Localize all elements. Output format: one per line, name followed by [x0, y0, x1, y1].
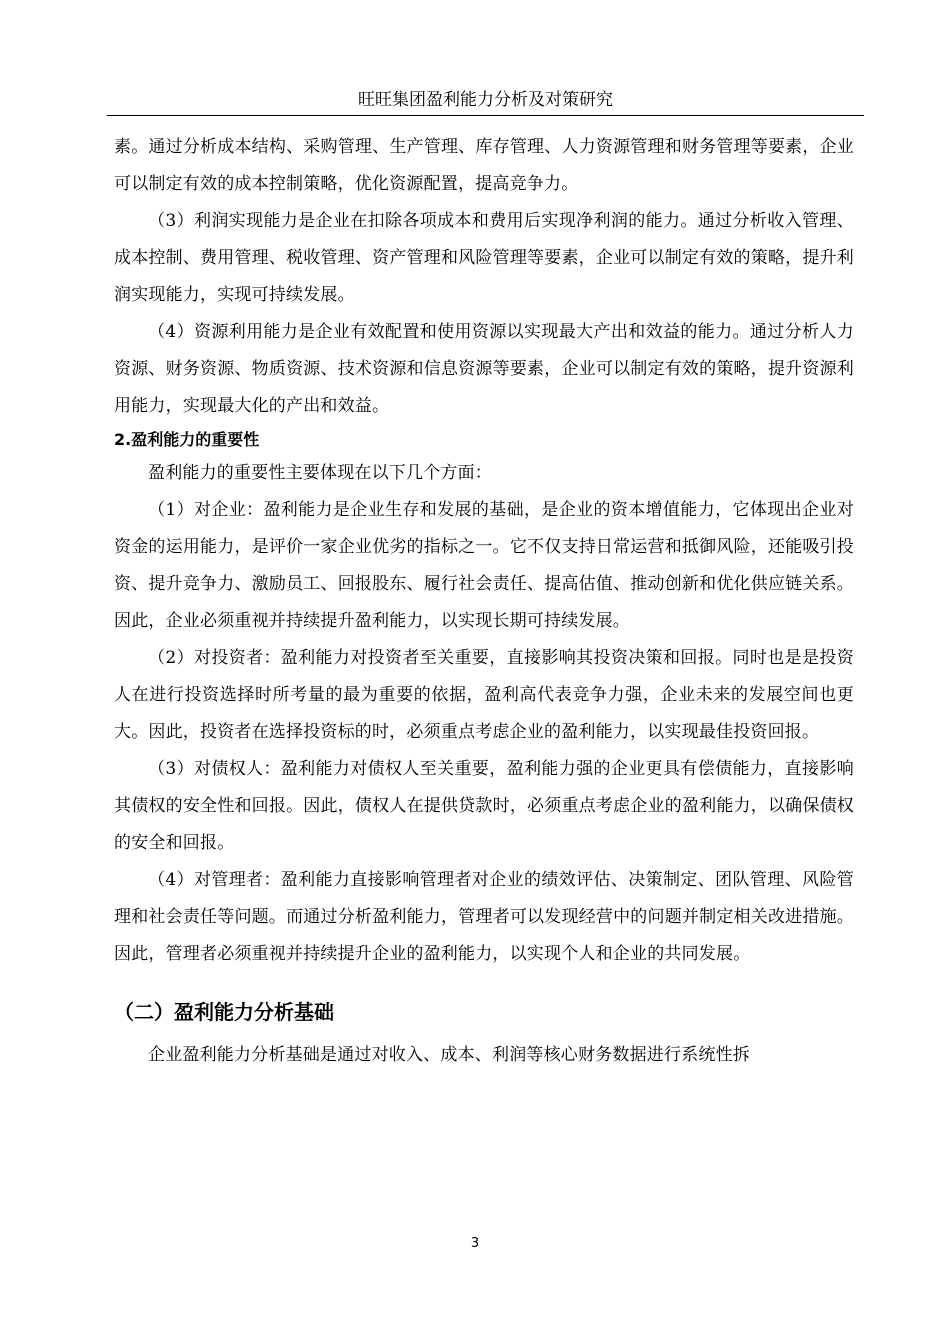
paragraph-importance-intro: 盈利能力的重要性主要体现在以下几个方面：: [148, 463, 492, 483]
paragraph-analysis-basis-intro: 企业盈利能力分析基础是通过对收入、成本、利润等核心财务数据进行系统性拆: [148, 1045, 750, 1065]
paragraph-for-creditors: （3）对债权人：盈利能力对债权人至关重要，盈利能力强的企业更具有偿债能力，直接影响其债权的安全性和回报。因此，债权人在提供贷款时，必须重点考虑企业的盈利能力，以确保债权的安全和回报。: [114, 759, 854, 853]
paragraph-profit-realization: （3）利润实现能力是企业在扣除各项成本和费用后实现净利润的能力。通过分析收入管理、成本控制、费用管理、税收管理、资产管理和风险管理等要素，企业可以制定有效的策略，提升利润实现能力，实现可持续发展。: [114, 211, 854, 305]
paragraph-resource-utilization: （4）资源利用能力是企业有效配置和使用资源以实现最大产出和效益的能力。通过分析人力资源、财务资源、物质资源、技术资源和信息资源等要素，企业可以制定有效的策略，提升资源利用能力，实现最大化的产出和效益。: [114, 322, 854, 416]
page-body: [114, 129, 854, 1074]
paragraph-continuation: 素。通过分析成本结构、采购管理、生产管理、库存管理、人力资源管理和财务管理等要素，企业可以制定有效的成本控制策略，优化资源配置，提高竞争力。: [114, 137, 854, 194]
paragraph-for-investors: （2）对投资者：盈利能力对投资者至关重要，直接影响其投资决策和回报。同时也是是投资人在进行投资选择时所考量的最为重要的依据，盈利高代表竞争力强，企业未来的发展空间也更大。因此，投资者在选择投资标的时，必须重点考虑企业的盈利能力，以实现最佳投资回报。: [114, 648, 854, 742]
heading-importance: 2.盈利能力的重要性: [114, 430, 260, 449]
running-header: 旺旺集团盈利能力分析及对策研究: [107, 88, 864, 116]
page-number: 3: [470, 1236, 480, 1251]
paragraph-for-enterprise: （1）对企业：盈利能力是企业生存和发展的基础，是企业的资本增值能力，它体现出企业对资金的运用能力，是评价一家企业优劣的指标之一。它不仅支持日常运营和抵御风险，还能吸引投资、提升竞争力、激励员工、回报股东、履行社会责任、提高估值、推动创新和优化供应链关系。因此，企业必须重视并持续提升盈利能力，以实现长期可持续发展。: [114, 500, 854, 631]
paragraph-for-managers: （4）对管理者：盈利能力直接影响管理者对企业的绩效评估、决策制定、团队管理、风险管理和社会责任等问题。而通过分析盈利能力，管理者可以发现经营中的问题并制定相关改进措施。因此，管理者必须重视并持续提升企业的盈利能力，以实现个人和企业的共同发展。: [114, 870, 854, 964]
heading-analysis-basis: （二）盈利能力分析基础: [114, 1000, 334, 1024]
